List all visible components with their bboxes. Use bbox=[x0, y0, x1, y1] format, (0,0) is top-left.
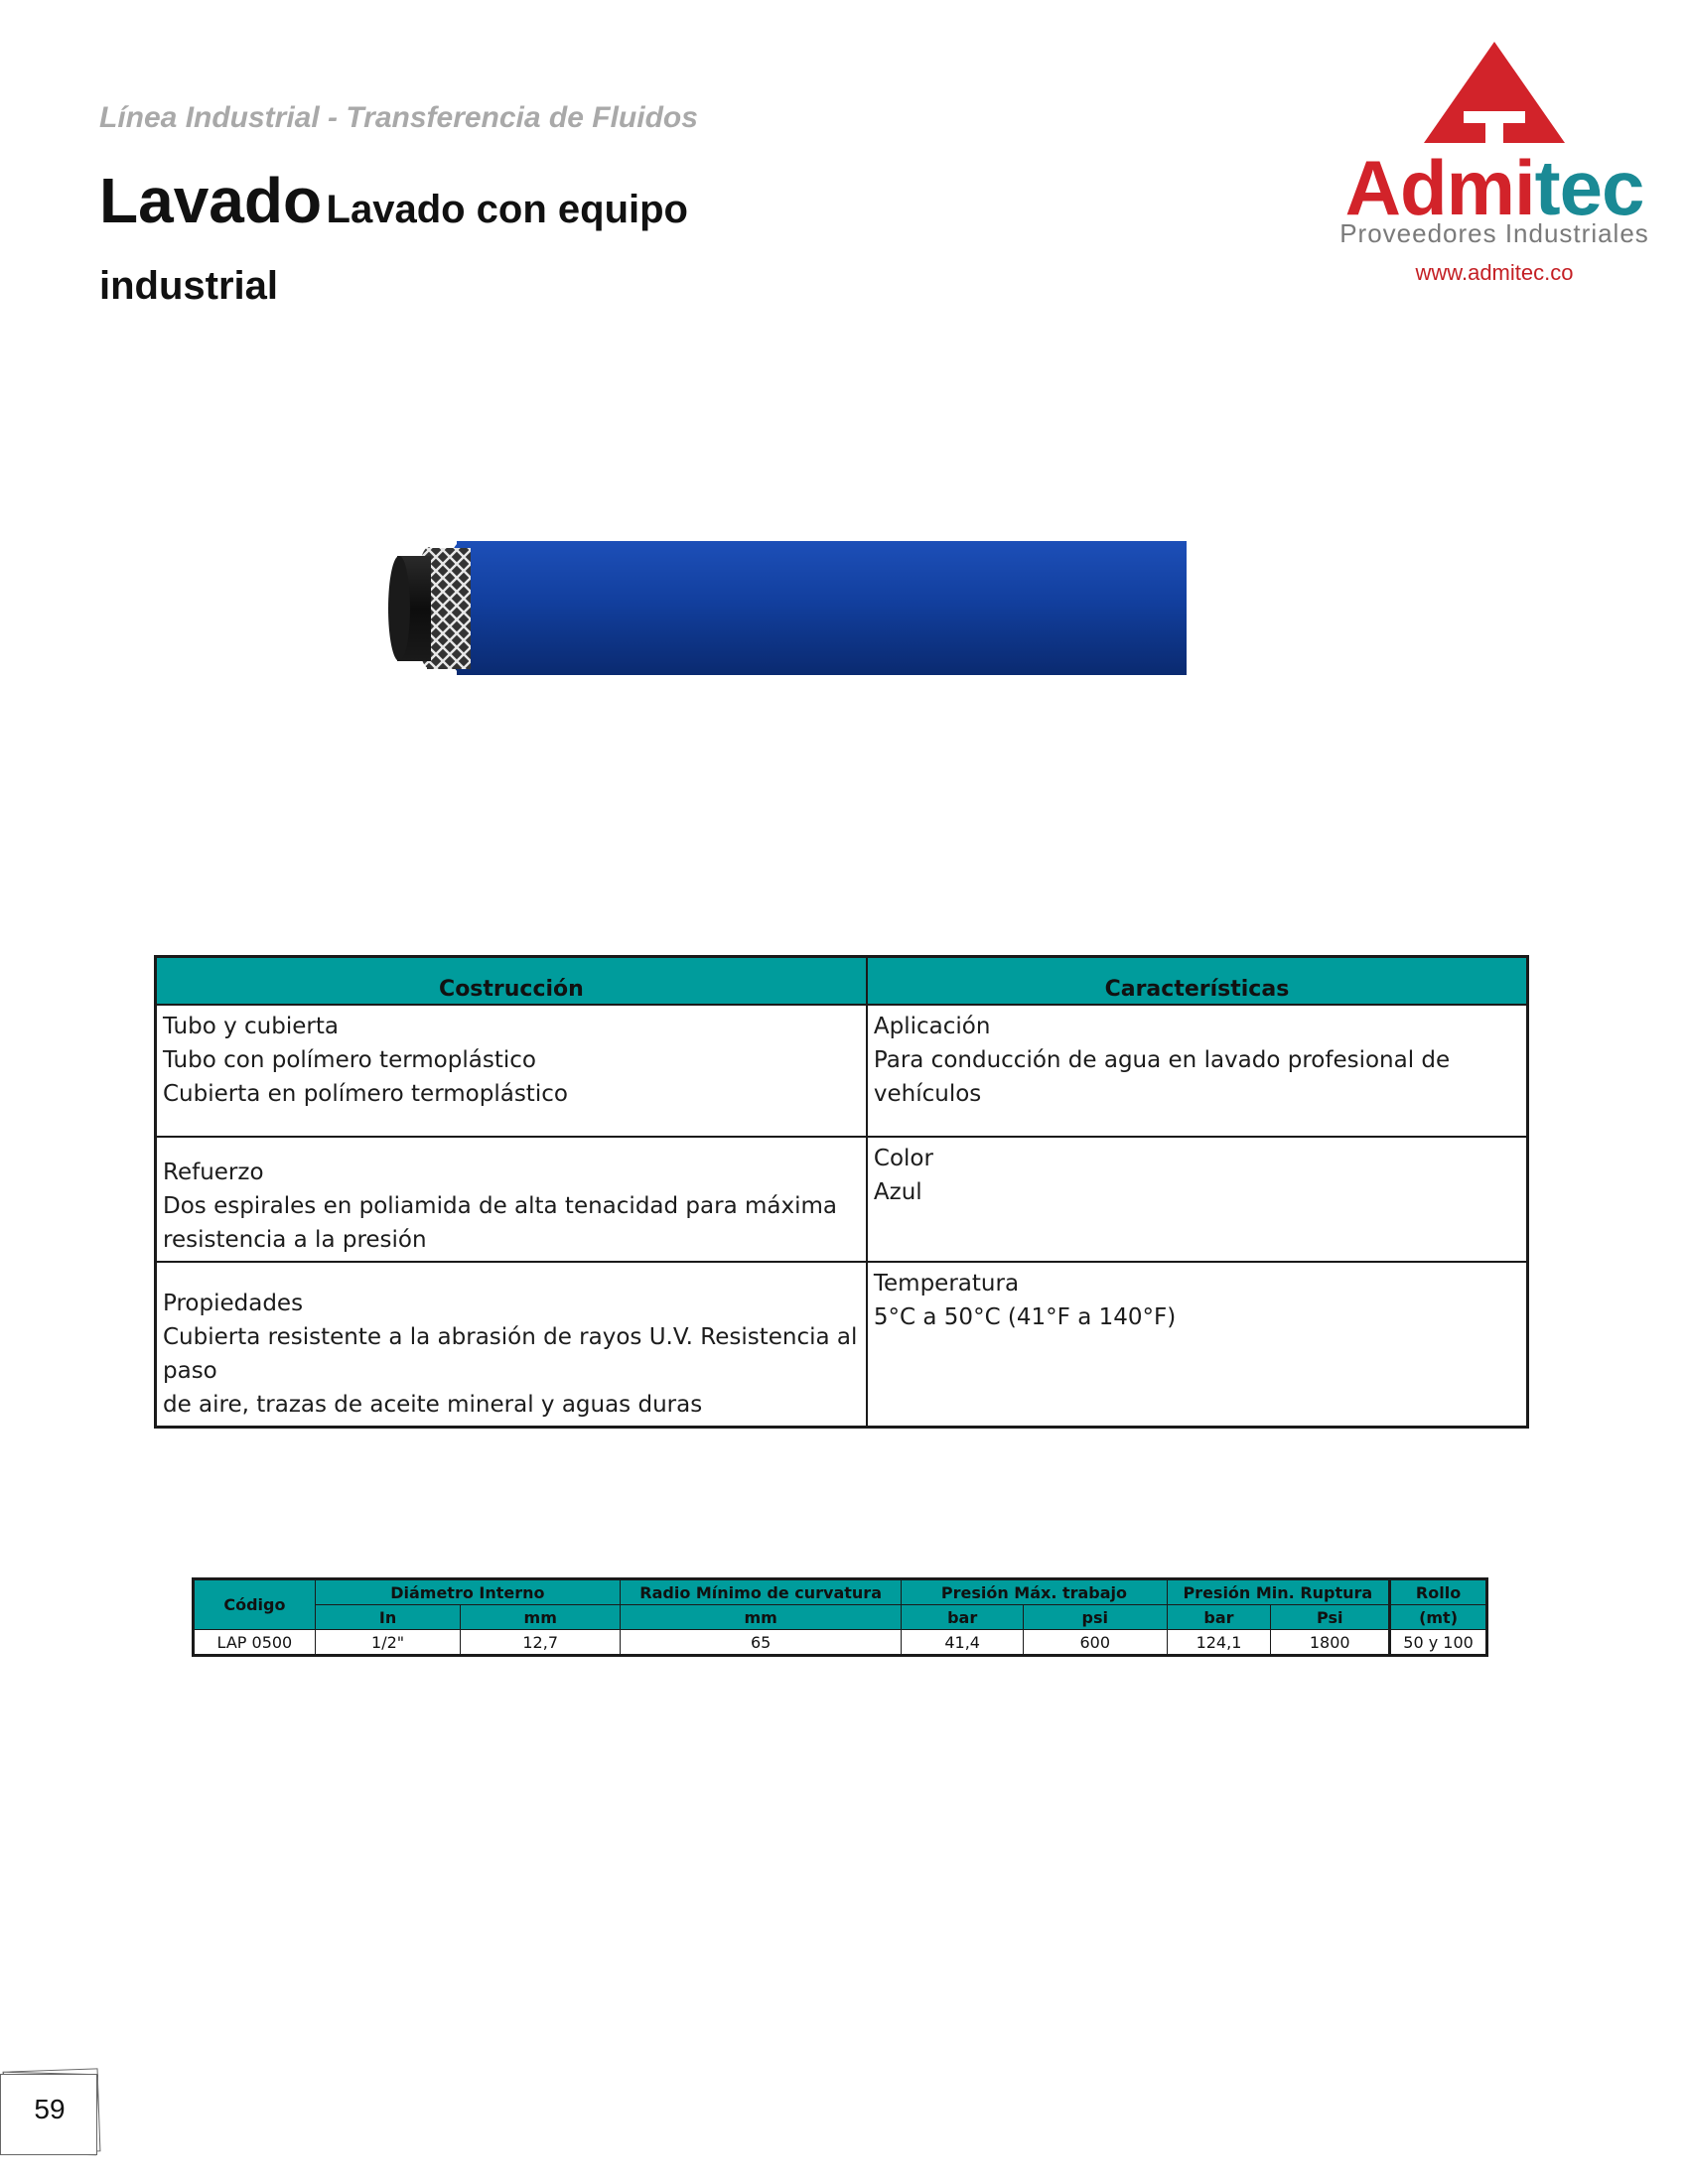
header-presion-min: Presión Min. Ruptura bbox=[1167, 1579, 1390, 1605]
title-main: Lavado bbox=[99, 165, 323, 236]
cell-psi: 600 bbox=[1023, 1630, 1167, 1656]
spec-row bbox=[156, 1262, 1528, 1428]
page-number-label: 59 bbox=[34, 2094, 66, 2124]
cell-rollo: 50 y 100 bbox=[1390, 1630, 1487, 1656]
subheader-psi: psi bbox=[1023, 1605, 1167, 1630]
subheader-mt: (mt) bbox=[1390, 1605, 1487, 1630]
subheader-in: In bbox=[315, 1605, 461, 1630]
cell-radio: 65 bbox=[620, 1630, 901, 1656]
spec-cell-construction: Tubo y cubierta Tubo con polímero termoplástico Cubierta en polímero termoplástico bbox=[156, 1005, 867, 1137]
spec-row bbox=[156, 1005, 1528, 1137]
logo-wordmark: Admitec bbox=[1344, 144, 1644, 231]
spec-cell-characteristics: Color Azul bbox=[867, 1137, 1528, 1262]
subheader-mm: mm bbox=[461, 1605, 621, 1630]
product-line-label: Línea Industrial - Transferencia de Fluidos bbox=[99, 101, 698, 134]
spec-cell-construction: Propiedades Cubierta resistente a la abrasión de rayos U.V. Resistencia al paso de aire, trazas de aceite mineral y aguas duras bbox=[156, 1262, 867, 1428]
logo-url: www.admitec.co bbox=[1415, 260, 1574, 285]
cell-codigo: LAP 0500 bbox=[194, 1630, 316, 1656]
header-construction: Costrucción bbox=[156, 957, 867, 1006]
header-presion-max: Presión Máx. trabajo bbox=[902, 1579, 1167, 1605]
specifications-table bbox=[154, 955, 1529, 1429]
logo-triangle-icon bbox=[1331, 40, 1658, 149]
spec-row bbox=[156, 1137, 1528, 1262]
header-rollo: Rollo bbox=[1390, 1579, 1487, 1605]
product-data-table bbox=[192, 1577, 1488, 1657]
header-codigo: Código bbox=[194, 1579, 316, 1630]
admitec-logo bbox=[1331, 40, 1658, 298]
cell-psi-ruptura: 1800 bbox=[1271, 1630, 1390, 1656]
header-characteristics: Características bbox=[867, 957, 1528, 1006]
logo-tagline: Proveedores Industriales bbox=[1339, 218, 1649, 248]
header-diametro-interno: Diámetro Interno bbox=[315, 1579, 620, 1605]
page-number bbox=[0, 2070, 99, 2154]
header-radio-curvatura: Radio Mínimo de curvatura bbox=[620, 1579, 901, 1605]
title-subtitle: Lavado con equipo bbox=[326, 188, 688, 231]
hose-image bbox=[387, 536, 1201, 680]
page-title bbox=[99, 165, 735, 236]
subheader-bar: bar bbox=[902, 1605, 1024, 1630]
cell-mm: 12,7 bbox=[461, 1630, 621, 1656]
subheader-bar-ruptura: bar bbox=[1167, 1605, 1271, 1630]
title-subtitle-line2: industrial bbox=[99, 264, 279, 308]
subheader-radio-mm: mm bbox=[620, 1605, 901, 1630]
cell-in: 1/2" bbox=[315, 1630, 461, 1656]
subheader-psi-ruptura: Psi bbox=[1271, 1605, 1390, 1630]
spec-cell-characteristics: Temperatura 5°C a 50°C (41°F a 140°F) bbox=[867, 1262, 1528, 1428]
table-row bbox=[194, 1630, 1487, 1656]
spec-cell-characteristics: Aplicación Para conducción de agua en lavado profesional de vehículos bbox=[867, 1005, 1528, 1137]
cell-bar-ruptura: 124,1 bbox=[1167, 1630, 1271, 1656]
spec-cell-construction: Refuerzo Dos espirales en poliamida de alta tenacidad para máxima resistencia a la presión bbox=[156, 1137, 867, 1262]
cell-bar: 41,4 bbox=[902, 1630, 1024, 1656]
